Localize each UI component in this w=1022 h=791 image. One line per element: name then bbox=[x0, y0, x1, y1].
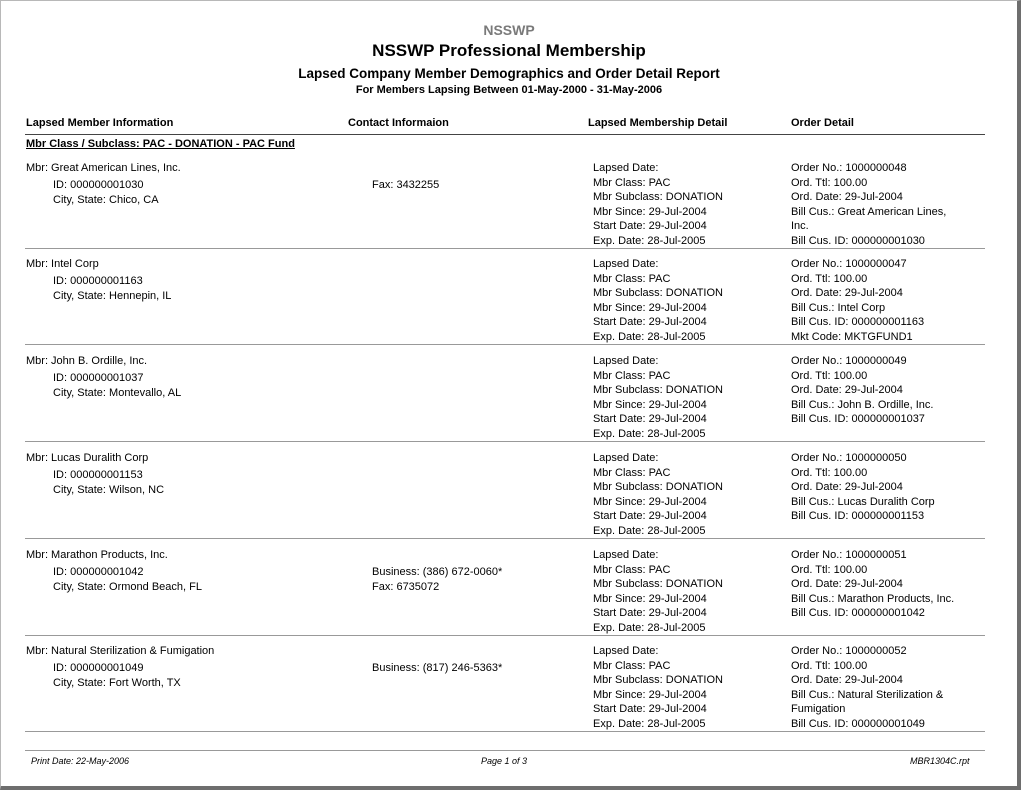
membership-detail-line: Exp. Date: 28-Jul-2005 bbox=[593, 235, 706, 247]
membership-detail-line: Start Date: 29-Jul-2004 bbox=[593, 703, 707, 716]
order-detail-line: Bill Cus.: Marathon Products, Inc. bbox=[791, 592, 955, 605]
membership-detail-line: Mbr Class: PAC bbox=[593, 272, 671, 285]
member-id: ID: 000000001049 bbox=[53, 662, 144, 674]
member-id: ID: 000000001030 bbox=[53, 179, 144, 191]
membership-detail-line: Start Date: 29-Jul-2004 bbox=[593, 220, 707, 233]
order-detail-line: Ord. Date: 29-Jul-2004 bbox=[791, 384, 903, 397]
report-subtitle: Lapsed Company Member Demographics and Order Detail Report bbox=[298, 66, 720, 81]
group-label: Mbr Class / Subclass: PAC - DONATION - PAC Fund bbox=[26, 138, 295, 150]
member-id: ID: 000000001163 bbox=[53, 275, 143, 287]
member-name: Mbr: Lucas Duralith Corp bbox=[26, 452, 149, 464]
membership-detail-line: Mbr Subclass: DONATION bbox=[593, 384, 723, 397]
order-detail-line: Ord. Date: 29-Jul-2004 bbox=[791, 578, 903, 591]
record-separator bbox=[25, 344, 985, 345]
order-detail-line: Order No.: 1000000052 bbox=[791, 645, 907, 657]
member-city-state: City, State: Fort Worth, TX bbox=[53, 677, 181, 689]
record-separator bbox=[25, 731, 985, 732]
footer-rule bbox=[25, 750, 985, 751]
membership-detail-line: Mbr Class: PAC bbox=[593, 659, 671, 672]
membership-detail-line: Mbr Since: 29-Jul-2004 bbox=[593, 301, 707, 314]
membership-detail-line: Mbr Since: 29-Jul-2004 bbox=[593, 495, 707, 508]
order-detail-line: Ord. Ttl: 100.00 bbox=[791, 563, 868, 576]
order-detail-line: Ord. Ttl: 100.00 bbox=[791, 176, 868, 189]
membership-detail-line: Mbr Class: PAC bbox=[593, 369, 671, 382]
order-detail-line: Fumigation bbox=[791, 703, 846, 716]
membership-detail-line: Lapsed Date: bbox=[593, 162, 659, 174]
member-name: Mbr: John B. Ordille, Inc. bbox=[26, 355, 148, 367]
membership-detail-line: Lapsed Date: bbox=[593, 549, 659, 561]
membership-detail-line: Exp. Date: 28-Jul-2005 bbox=[593, 622, 706, 634]
order-detail-line: Bill Cus.: Intel Corp bbox=[791, 301, 886, 314]
print-date: Print Date: 22-May-2006 bbox=[31, 756, 130, 766]
membership-detail-line: Exp. Date: 28-Jul-2005 bbox=[593, 428, 706, 440]
record-separator bbox=[25, 635, 985, 636]
member-name: Mbr: Marathon Products, Inc. bbox=[26, 549, 168, 561]
order-detail-line: Order No.: 1000000050 bbox=[791, 452, 907, 464]
membership-detail-line: Start Date: 29-Jul-2004 bbox=[593, 316, 707, 329]
record-separator bbox=[25, 248, 985, 249]
order-detail-line: Mkt Code: MKTGFUND1 bbox=[791, 331, 913, 343]
member-name: Mbr: Great American Lines, Inc. bbox=[26, 162, 181, 174]
membership-detail-line: Exp. Date: 28-Jul-2005 bbox=[593, 331, 706, 343]
org-name: NSSWP bbox=[483, 22, 535, 38]
membership-detail-line: Start Date: 29-Jul-2004 bbox=[593, 510, 707, 523]
membership-detail-line: Mbr Subclass: DONATION bbox=[593, 578, 723, 591]
column-header-membership-detail: Lapsed Membership Detail bbox=[588, 117, 728, 129]
order-detail-line: Bill Cus.: Lucas Duralith Corp bbox=[791, 495, 935, 508]
membership-detail-line: Mbr Since: 29-Jul-2004 bbox=[593, 688, 707, 701]
order-detail-line: Ord. Date: 29-Jul-2004 bbox=[791, 287, 903, 300]
membership-detail-line: Mbr Class: PAC bbox=[593, 466, 671, 479]
order-detail-line: Bill Cus. ID: 000000001030 bbox=[791, 235, 925, 247]
membership-detail-line: Mbr Subclass: DONATION bbox=[593, 191, 723, 204]
membership-detail-line: Mbr Subclass: DONATION bbox=[593, 287, 723, 300]
order-detail-line: Bill Cus. ID: 000000001163 bbox=[791, 316, 925, 329]
membership-detail-line: Exp. Date: 28-Jul-2005 bbox=[593, 525, 706, 537]
membership-detail-line: Lapsed Date: bbox=[593, 355, 659, 367]
membership-detail-line: Mbr Class: PAC bbox=[593, 176, 671, 189]
membership-detail-line: Mbr Class: PAC bbox=[593, 563, 671, 576]
order-detail-line: Ord. Ttl: 100.00 bbox=[791, 272, 868, 285]
contact-line: Fax: 6735072 bbox=[372, 581, 440, 593]
order-detail-line: Bill Cus.: Great American Lines, bbox=[791, 205, 947, 218]
order-detail-line: Ord. Date: 29-Jul-2004 bbox=[791, 674, 903, 687]
order-detail-line: Bill Cus.: Natural Sterilization & bbox=[791, 688, 944, 701]
membership-detail-line: Lapsed Date: bbox=[593, 258, 659, 270]
record-separator bbox=[25, 538, 985, 539]
member-city-state: City, State: Montevallo, AL bbox=[53, 387, 182, 399]
order-detail-line: Ord. Ttl: 100.00 bbox=[791, 466, 868, 479]
header-rule bbox=[25, 134, 985, 135]
member-id: ID: 000000001037 bbox=[53, 372, 144, 384]
order-detail-line: Order No.: 1000000051 bbox=[791, 549, 907, 561]
member-city-state: City, State: Wilson, NC bbox=[53, 484, 165, 496]
membership-detail-line: Mbr Since: 29-Jul-2004 bbox=[593, 398, 707, 411]
contact-line: Business: (386) 672-0060* bbox=[372, 566, 503, 578]
contact-line: Business: (817) 246-5363* bbox=[372, 662, 503, 674]
order-detail-line: Bill Cus. ID: 000000001042 bbox=[791, 607, 925, 620]
member-name: Mbr: Intel Corp bbox=[26, 258, 99, 270]
member-name: Mbr: Natural Sterilization & Fumigation bbox=[26, 645, 215, 657]
order-detail-line: Inc. bbox=[791, 220, 809, 233]
membership-detail-line: Mbr Subclass: DONATION bbox=[593, 674, 723, 687]
order-detail-line: Ord. Ttl: 100.00 bbox=[791, 659, 868, 672]
order-detail-line: Ord. Ttl: 100.00 bbox=[791, 369, 868, 382]
report-title: NSSWP Professional Membership bbox=[372, 41, 646, 60]
member-city-state: City, State: Chico, CA bbox=[53, 194, 159, 206]
column-header-order-detail: Order Detail bbox=[791, 117, 854, 129]
order-detail-line: Order No.: 1000000047 bbox=[791, 258, 907, 270]
report-id: MBR1304C.rpt bbox=[910, 756, 970, 766]
record-separator bbox=[25, 441, 985, 442]
column-header-member-info: Lapsed Member Information bbox=[26, 117, 174, 129]
membership-detail-line: Mbr Subclass: DONATION bbox=[593, 481, 723, 494]
order-detail-line: Bill Cus.: John B. Ordille, Inc. bbox=[791, 398, 934, 411]
order-detail-line: Order No.: 1000000049 bbox=[791, 355, 907, 367]
membership-detail-line: Lapsed Date: bbox=[593, 452, 659, 464]
member-city-state: City, State: Ormond Beach, FL bbox=[53, 581, 202, 593]
membership-detail-line: Lapsed Date: bbox=[593, 645, 659, 657]
order-detail-line: Order No.: 1000000048 bbox=[791, 162, 907, 174]
membership-detail-line: Mbr Since: 29-Jul-2004 bbox=[593, 592, 707, 605]
member-city-state: City, State: Hennepin, IL bbox=[53, 290, 172, 302]
order-detail-line: Ord. Date: 29-Jul-2004 bbox=[791, 191, 903, 204]
date-range: For Members Lapsing Between 01-May-2000 - 31-May-2006 bbox=[355, 84, 663, 96]
membership-detail-line: Start Date: 29-Jul-2004 bbox=[593, 607, 707, 620]
order-detail-line: Bill Cus. ID: 000000001049 bbox=[791, 718, 925, 730]
membership-detail-line: Exp. Date: 28-Jul-2005 bbox=[593, 718, 706, 730]
page-number: Page 1 of 3 bbox=[481, 756, 528, 766]
order-detail-line: Bill Cus. ID: 000000001037 bbox=[791, 413, 925, 426]
member-id: ID: 000000001153 bbox=[53, 469, 143, 481]
order-detail-line: Bill Cus. ID: 000000001153 bbox=[791, 510, 925, 523]
column-header-contact-info: Contact Informaion bbox=[348, 117, 449, 129]
member-id: ID: 000000001042 bbox=[53, 566, 144, 578]
membership-detail-line: Start Date: 29-Jul-2004 bbox=[593, 413, 707, 426]
membership-detail-line: Mbr Since: 29-Jul-2004 bbox=[593, 205, 707, 218]
order-detail-line: Ord. Date: 29-Jul-2004 bbox=[791, 481, 903, 494]
contact-line: Fax: 3432255 bbox=[372, 179, 440, 191]
